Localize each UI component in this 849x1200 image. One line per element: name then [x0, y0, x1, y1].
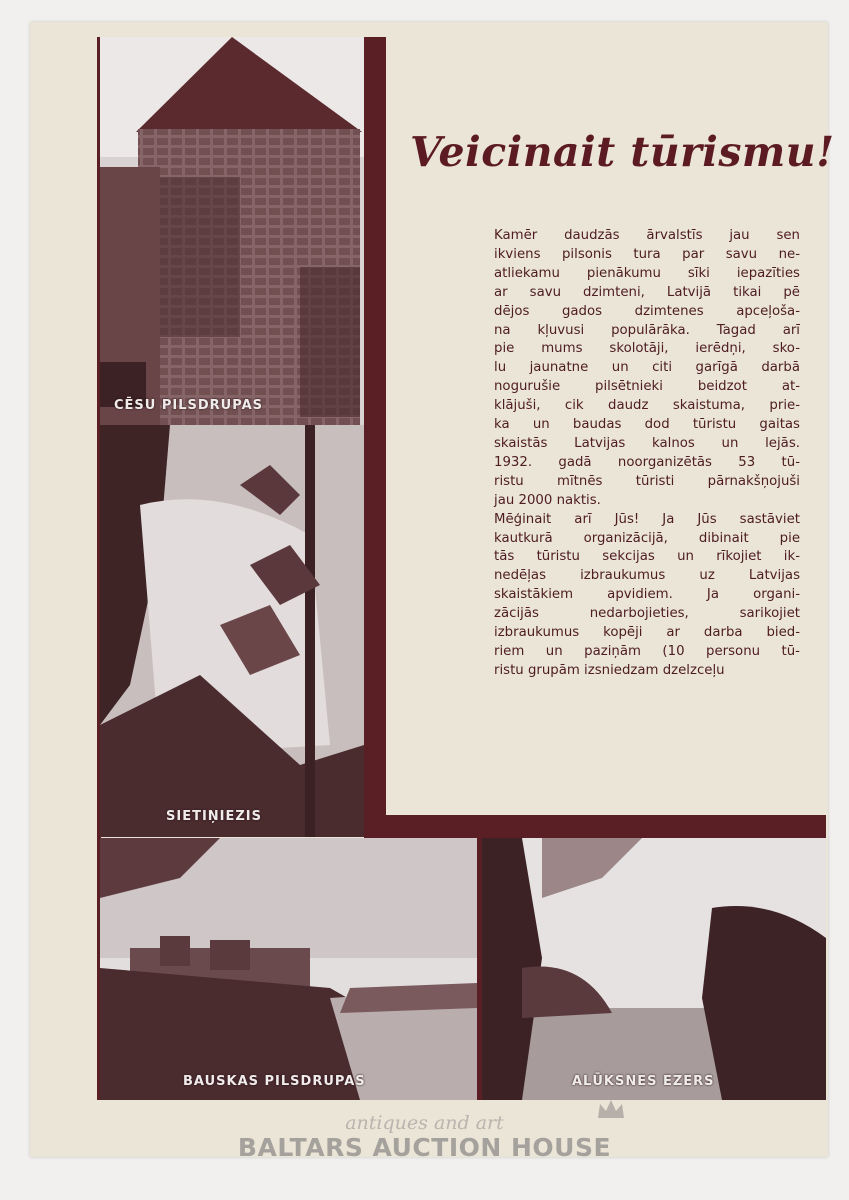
body-line: dējos gados dzimtenes apceļoša- — [494, 303, 800, 319]
caption-cesis: CĒSU PILSDRUPAS — [114, 398, 263, 413]
body-line: Mēģinait arī Jūs! Ja Jūs sastāviet — [494, 511, 800, 527]
body-line: jau 2000 naktis. — [494, 492, 601, 508]
body-line: atliekamu pienākumu sīki iepazīties — [494, 265, 800, 281]
body-line: nogurušie pilsētnieki beidzot at- — [494, 379, 800, 395]
photo-cesis-castle — [100, 37, 364, 425]
body-line: skaistākiem apvidiem. Ja organi- — [494, 587, 800, 603]
body-line: riem un paziņām (10 personu tū- — [494, 643, 800, 659]
headline: Veicinait tūrismu! — [410, 128, 835, 176]
body-line: ristu mītnēs tūristi pārnakšņojuši — [494, 473, 800, 489]
body-line: 1932. gadā noorganizētās 53 tū- — [494, 454, 800, 470]
watermark-name: BALTARS AUCTION HOUSE — [237, 1133, 612, 1162]
body-line: pie mums skolotāji, ierēdņi, sko- — [494, 341, 800, 357]
body-line: ikviens pilsonis tura par savu ne- — [494, 246, 800, 262]
body-line: zācijās nedarbojieties, sarikojiet — [494, 606, 800, 622]
body-line: lu jaunatne un citi garīgā darbā — [494, 360, 800, 376]
body-line: nedēļas izbraukumus uz Latvijas — [494, 568, 800, 584]
body-line: klājuši, cik daudz skaistuma, prie- — [494, 398, 800, 414]
body-text — [494, 227, 800, 681]
frame-bar-vertical — [364, 37, 386, 837]
body-line: tās tūristu sekcijas un rīkojiet ik- — [494, 549, 800, 565]
caption-sietinieziz: SIETIŅIEZIS — [166, 809, 263, 824]
photo-bauska-castle — [100, 838, 477, 1100]
body-line: skaistās Latvijas kalnos un lejās. — [494, 435, 800, 451]
frame-bar-horizontal — [364, 815, 826, 839]
body-line: ristu grupām izsniedzam dzelzceļu — [494, 662, 725, 678]
photo-sietinieziz — [100, 425, 364, 837]
photo-aluksne-lake — [482, 838, 826, 1100]
watermark-tagline: antiques and art — [345, 1112, 504, 1134]
body-line: kautkurā organizācijā, dibinait pie — [494, 530, 800, 546]
body-line: ka un baudas dod tūristu gaitas — [494, 417, 800, 433]
body-line: Kamēr daudzās ārvalstīs jau sen — [494, 228, 800, 243]
body-line: ar savu dzimteni, Latvijā tikai pē — [494, 284, 800, 300]
body-line: izbraukumus kopēji ar darba bied- — [494, 625, 800, 641]
caption-bauska: BAUSKAS PILSDRUPAS — [183, 1074, 366, 1089]
body-line: na kļuvusi populārāka. Tagad arī — [494, 322, 800, 338]
caption-aluksne: ALŪKSNES EZERS — [572, 1074, 715, 1089]
